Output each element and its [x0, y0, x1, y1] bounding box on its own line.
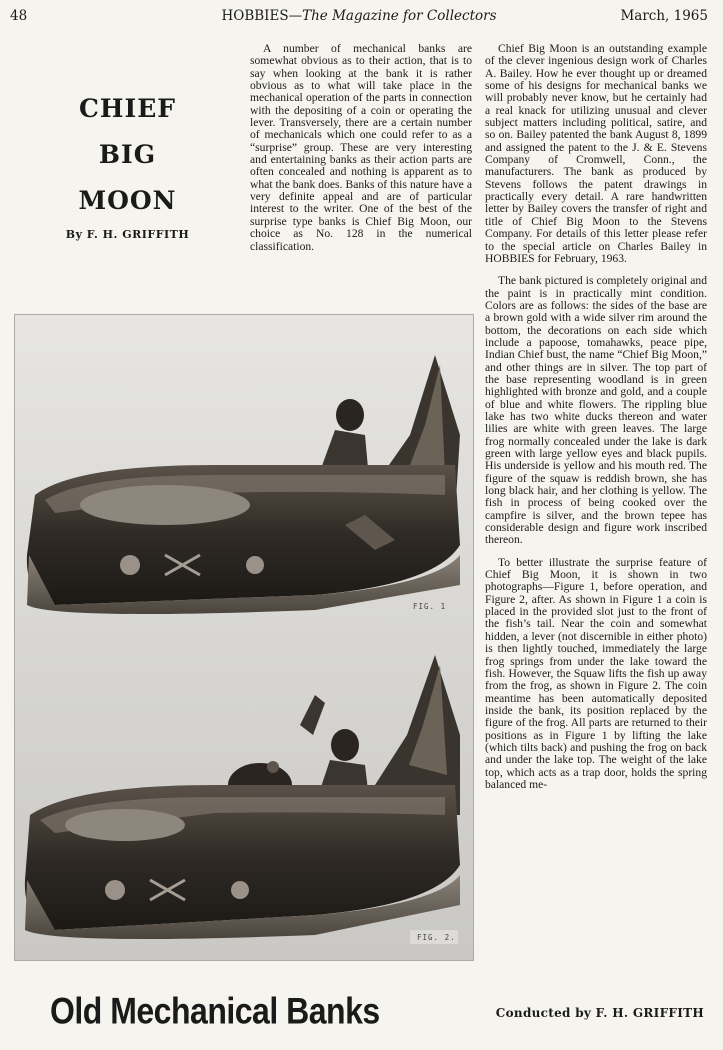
title-line: MOON: [78, 186, 177, 215]
article-title: [40, 86, 215, 224]
article-column-2: [485, 43, 707, 791]
fig1-label: FIG. 1: [413, 602, 447, 611]
issue-date: March, 1965: [620, 8, 708, 24]
magazine-masthead: [10, 8, 708, 24]
page-number: 48: [10, 8, 28, 24]
section-credit: Conducted by F. H. GRIFFITH: [495, 1006, 704, 1020]
title-line: CHIEF: [78, 94, 177, 123]
magazine-name: HOBBIES—: [221, 8, 303, 24]
article-byline: By F. H. GRIFFITH: [65, 228, 190, 241]
paragraph: The bank pictured is completely original and the paint is in practically mint condition. Colors are as follows: the sides of the base are a brown gold with a wide silver rim around the bottom, the decorations on each side which include a papoose, tomahawks, peace pipe, Indian Chief bust, the name “Chief Big Moon,” and other things are in silver. The top part of the base representing woodland is in green highlighted with bronze and gold, and a couple of blue and white flowers. The rippling blue lake has two white ducks thereon and water lilies are white with green leaves. The large frog normally concealed under the lake is dark green with large yellow eyes and black pupils. His underside is yellow and his mouth red. The figure of the squaw is reddish brown, she has long black hair, and her clothing is yellow. The fish in process of being cooked over the campfire is silver, and the brown tepee has considerable design and figure work inscribed thereon.: [485, 274, 707, 547]
title-line: BIG: [98, 140, 157, 169]
fig2-label: FIG. 2.: [417, 933, 456, 942]
bank-photograph: [14, 314, 474, 961]
paragraph: Chief Big Moon is an outstanding example of the clever ingenious design work of Charles A. Bailey. How he ever thought up or dreamed some of his designs for mechanical banks we will probably never know, but he certainly had a real knack for utilizing unusual and clever subject matters including political, satire, and so on. Bailey patented the bank August 8, 1899 and assigned the patent to the J. & E. Stevens Company of Cromwell, Conn., the manufacturers. The bank as produced by Stevens follows the patent drawings in practically every detail. A rare handwritten letter by Bailey covers the transfer of right and title of Chief Big Moon to the Stevens Company. For details of this letter please refer to the special article on Charles Bailey in HOBBIES for February, 1963.: [485, 42, 707, 265]
section-title: Old Mechanical Banks: [50, 990, 380, 1032]
page-header: [10, 8, 708, 30]
paragraph: A number of mechanical banks are somewhat obvious as to their action, that is to say when looking at the bank it is rather obvious as to what will take place in the mechanical operation of the parts in connection with the depositing of a coin or operating the lever. Transversely, there are a certain number of mechanicals which one could refer to as a “surprise” group. These are very interesting and entertaining banks as their action parts are often concealed and nothing is apparent as to what the bank does. Banks of this nature have a very definite appeal and are of particular interest to the writer. One of the best of the surprise type banks is Chief Big Moon, our choice as No. 128 in the numerical classification.: [250, 42, 472, 253]
paragraph: To better illustrate the surprise feature of Chief Big Moon, it is shown in two photographs—Figure 1, before operation, and Figure 2, after. As shown in Figure 1 a coin is placed in the provided slot just to the front of the fish’s tail. Near the coin and somewhat hidden, a lever (not discernible in either photo) is then lightly touched, immediately the large frog springs from under the lake toward the fish. However, the Squaw lifts the fish up away from the frog, as shown in Figure 2. The coin meantime has been automatically deposited inside the bank, its position replaced by the figure of the frog. All parts are returned to their positions as in Figure 1 by lifting the lake (which tilts back) and pushing the frog on back and under the lake top. The weight of the lake top, which acts as a trap door, holds the spring balanced me-: [485, 555, 707, 791]
magazine-tagline: The Magazine for Collectors: [302, 8, 497, 24]
article-column-1: [250, 43, 472, 253]
